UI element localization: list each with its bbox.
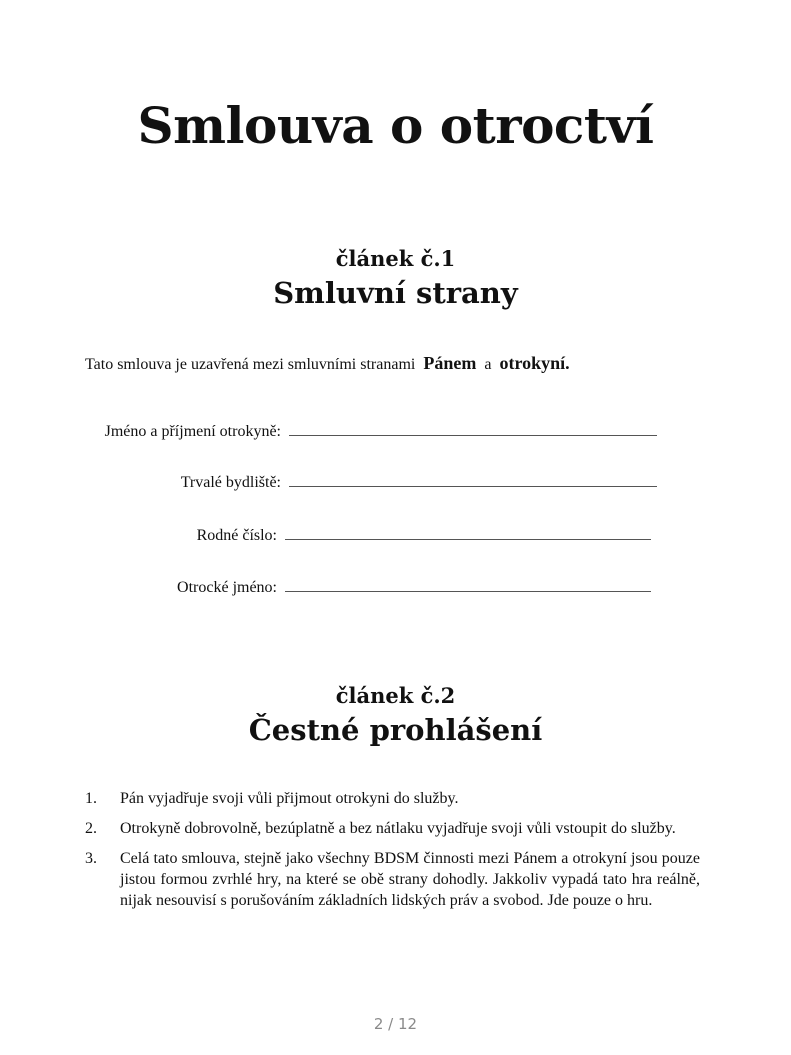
- article-2-title: Čestné prohlášení: [248, 713, 543, 747]
- article-1-title: Smluvní strany: [273, 276, 518, 310]
- list-item-number: 3.: [85, 850, 97, 867]
- field-blank-line[interactable]: [285, 525, 651, 540]
- list-item-text: Celá tato smlouva, stejně jako všechny BDSM činnosti mezi Pánem a otrokyní jsou pouze jistou formou zvrhlé hry, na které se obě strany dohodly. Jakkoliv vypadá tato hra reálně, nijak nesouvisí s porušováním základních lidských práv a svobod. Jde pouze o hru.: [120, 850, 700, 909]
- field-blank-line[interactable]: [289, 472, 657, 487]
- field-label: Otrocké jméno:: [177, 579, 277, 596]
- intro-text: Tato smlouva je uzavřená mezi smluvními stranami: [85, 356, 416, 373]
- field-blank-line[interactable]: [285, 577, 651, 592]
- field-permanent-address[interactable]: [85, 472, 657, 492]
- intro-paragraph: [85, 353, 570, 374]
- field-full-name[interactable]: [85, 421, 657, 441]
- document-title: Smlouva o otroctví: [137, 96, 654, 155]
- party-slave: otrokyní.: [499, 353, 570, 373]
- field-slave-name[interactable]: [85, 577, 651, 597]
- intro-conjunction: a: [484, 356, 492, 373]
- list-item: [85, 848, 700, 911]
- list-item-number: 1.: [85, 790, 97, 807]
- field-blank-line[interactable]: [289, 421, 657, 436]
- list-item-text: Otrokyně dobrovolně, bezúplatně a bez nátlaku vyjadřuje svoji vůli vstoupit do služby.: [120, 820, 676, 837]
- party-master: Pánem: [423, 353, 477, 373]
- field-birth-number[interactable]: [85, 525, 651, 545]
- article-2-number: článek č.2: [335, 683, 456, 708]
- page-indicator: 2 / 12: [373, 1015, 418, 1033]
- article-1-number: článek č.1: [335, 246, 456, 271]
- field-label: Jméno a příjmení otrokyně:: [104, 423, 281, 440]
- statements-list: [85, 788, 700, 920]
- list-item-text: Pán vyjadřuje svoji vůli přijmout otrokyni do služby.: [120, 790, 459, 807]
- list-item: [85, 788, 700, 809]
- field-label: Rodné číslo:: [196, 527, 277, 544]
- field-label: Trvalé bydliště:: [180, 474, 281, 491]
- list-item-number: 2.: [85, 820, 97, 837]
- list-item: [85, 818, 700, 839]
